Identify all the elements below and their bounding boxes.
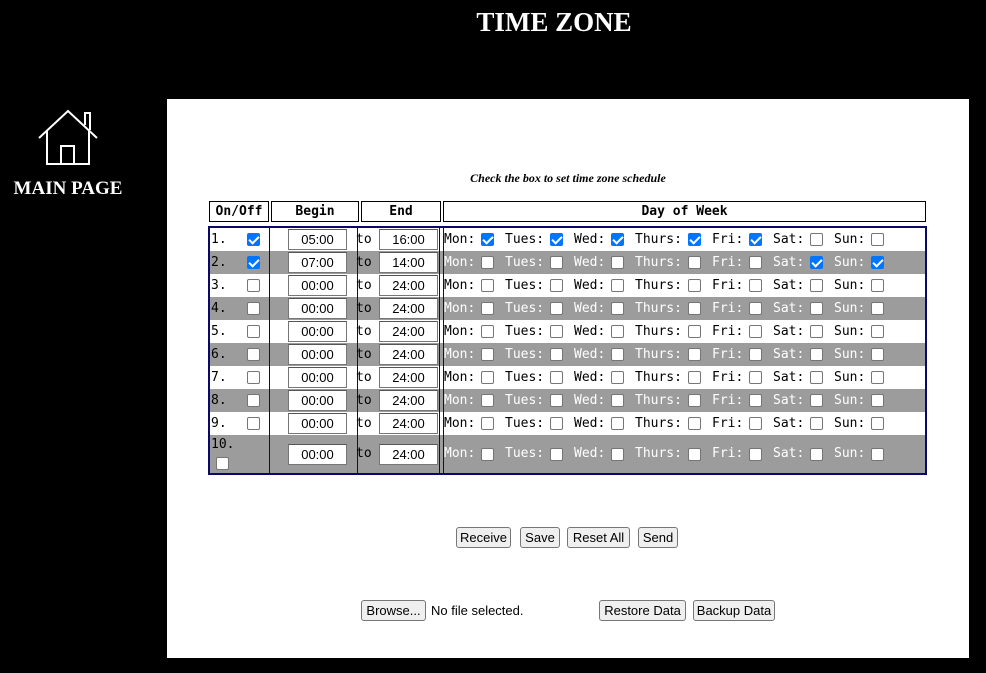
day-checkbox[interactable] <box>611 448 624 461</box>
schedule-row <box>210 297 925 320</box>
day-label: Fri: <box>712 301 744 316</box>
to-label: to <box>356 255 372 270</box>
day-label: Thurs: <box>635 370 682 385</box>
to-label: to <box>356 370 372 385</box>
day-checkbox[interactable] <box>550 417 563 430</box>
day-checkbox[interactable] <box>749 448 762 461</box>
instructions-text: Check the box to set time zone schedule <box>470 171 666 185</box>
day-checkbox[interactable] <box>749 256 762 269</box>
row-number: 8. <box>211 393 227 408</box>
end-time-input[interactable]: 24:00 <box>379 413 438 434</box>
content-panel <box>167 99 969 658</box>
column-divider <box>439 343 440 366</box>
column-divider <box>269 274 270 297</box>
day-checkbox[interactable] <box>810 417 823 430</box>
begin-time-input[interactable]: 00:00 <box>288 444 347 465</box>
day-label: Thurs: <box>635 255 682 270</box>
day-checkbox[interactable] <box>871 279 884 292</box>
end-time-input[interactable]: 24:00 <box>379 321 438 342</box>
day-label: Fri: <box>712 324 744 339</box>
day-checkbox[interactable] <box>611 325 624 338</box>
day-checkbox[interactable] <box>550 371 563 384</box>
day-checkbox[interactable] <box>810 371 823 384</box>
schedule-row <box>210 251 925 274</box>
to-label: to <box>356 347 372 362</box>
day-checkbox[interactable] <box>810 302 823 315</box>
day-label: Wed: <box>574 370 606 385</box>
day-label: Wed: <box>574 278 606 293</box>
day-label: Mon: <box>444 393 476 408</box>
day-label: Sun: <box>834 416 866 431</box>
day-checkbox[interactable] <box>810 394 823 407</box>
day-label: Mon: <box>444 255 476 270</box>
page-title: TIME ZONE <box>476 7 632 37</box>
schedule-row <box>210 320 925 343</box>
row-on-off-checkbox[interactable] <box>247 302 260 315</box>
day-checkbox[interactable] <box>550 325 563 338</box>
day-label: Fri: <box>712 370 744 385</box>
day-checkbox[interactable] <box>550 302 563 315</box>
day-checkbox[interactable] <box>550 448 563 461</box>
day-checkbox[interactable] <box>550 348 563 361</box>
send-button[interactable]: Send <box>638 527 678 548</box>
day-checkbox[interactable] <box>611 417 624 430</box>
day-checkbox[interactable] <box>481 348 494 361</box>
day-checkbox[interactable] <box>871 256 884 269</box>
day-checkbox[interactable] <box>611 256 624 269</box>
day-label: Sat: <box>773 232 805 247</box>
day-checkbox[interactable] <box>611 394 624 407</box>
day-label: Tues: <box>505 347 545 362</box>
column-divider <box>439 412 440 435</box>
day-checkbox[interactable] <box>688 417 701 430</box>
day-checkbox[interactable] <box>749 325 762 338</box>
day-checkbox[interactable] <box>871 371 884 384</box>
column-divider <box>269 228 270 251</box>
day-checkbox[interactable] <box>611 279 624 292</box>
day-checkbox[interactable] <box>871 417 884 430</box>
day-label: Wed: <box>574 232 606 247</box>
column-divider <box>439 228 440 251</box>
day-label: Sun: <box>834 347 866 362</box>
day-label: Tues: <box>505 255 545 270</box>
to-label: to <box>356 393 372 408</box>
day-label: Mon: <box>444 301 476 316</box>
day-checkbox[interactable] <box>611 302 624 315</box>
to-label: to <box>356 324 372 339</box>
reset-all-button[interactable]: Reset All <box>567 527 630 548</box>
row-number: 4. <box>211 301 227 316</box>
day-checkbox[interactable] <box>481 394 494 407</box>
day-label: Sat: <box>773 255 805 270</box>
schedule-row <box>210 228 925 251</box>
row-on-off-checkbox[interactable] <box>247 256 260 269</box>
day-label: Mon: <box>444 416 476 431</box>
to-label: to <box>356 301 372 316</box>
main-page-link[interactable] <box>8 108 128 200</box>
day-label: Fri: <box>712 232 744 247</box>
column-divider <box>269 320 270 343</box>
day-checkbox[interactable] <box>481 371 494 384</box>
day-label: Sun: <box>834 446 866 461</box>
day-label: Tues: <box>505 416 545 431</box>
day-checkbox[interactable] <box>871 325 884 338</box>
end-time-input[interactable]: 24:00 <box>379 344 438 365</box>
day-checkbox[interactable] <box>749 394 762 407</box>
day-label: Sun: <box>834 301 866 316</box>
day-label: Sat: <box>773 278 805 293</box>
day-checkbox[interactable] <box>481 233 494 246</box>
restore-data-button[interactable]: Restore Data <box>599 600 686 621</box>
row-number: 3. <box>211 278 227 293</box>
day-checkbox[interactable] <box>481 417 494 430</box>
row-number: 5. <box>211 324 227 339</box>
day-label: Sun: <box>834 232 866 247</box>
begin-time-input[interactable]: 00:00 <box>288 413 347 434</box>
header-end: End <box>361 201 441 222</box>
begin-time-input[interactable]: 05:00 <box>288 229 347 250</box>
day-label: Sat: <box>773 370 805 385</box>
receive-button[interactable]: Receive <box>456 527 511 548</box>
day-label: Tues: <box>505 232 545 247</box>
day-checkbox[interactable] <box>871 348 884 361</box>
day-label: Wed: <box>574 255 606 270</box>
day-checkbox[interactable] <box>481 256 494 269</box>
end-time-input[interactable]: 24:00 <box>379 275 438 296</box>
day-checkbox[interactable] <box>810 256 823 269</box>
day-checkbox[interactable] <box>688 233 701 246</box>
day-checkbox[interactable] <box>611 371 624 384</box>
end-time-input[interactable]: 24:00 <box>379 444 438 465</box>
day-label: Sat: <box>773 446 805 461</box>
column-divider <box>269 435 270 473</box>
day-checkbox[interactable] <box>550 279 563 292</box>
row-on-off-checkbox[interactable] <box>247 233 260 246</box>
day-label: Fri: <box>712 347 744 362</box>
row-number: 2. <box>211 255 227 270</box>
to-label: to <box>356 416 372 431</box>
row-on-off-checkbox[interactable] <box>247 279 260 292</box>
backup-data-button[interactable]: Backup Data <box>693 600 775 621</box>
day-label: Tues: <box>505 393 545 408</box>
day-label: Thurs: <box>635 416 682 431</box>
column-divider <box>269 297 270 320</box>
begin-time-input[interactable]: 00:00 <box>288 344 347 365</box>
row-number: 9. <box>211 416 227 431</box>
day-checkbox[interactable] <box>749 417 762 430</box>
day-label: Mon: <box>444 232 476 247</box>
day-label: Thurs: <box>635 446 682 461</box>
row-number: 7. <box>211 370 227 385</box>
column-divider <box>269 251 270 274</box>
day-label: Fri: <box>712 278 744 293</box>
day-checkbox[interactable] <box>749 348 762 361</box>
end-time-input[interactable]: 16:00 <box>379 229 438 250</box>
schedule-row <box>210 389 925 412</box>
day-checkbox[interactable] <box>481 302 494 315</box>
day-label: Thurs: <box>635 324 682 339</box>
day-label: Sat: <box>773 347 805 362</box>
day-label: Sun: <box>834 255 866 270</box>
row-number: 1. <box>211 232 227 247</box>
column-divider <box>439 320 440 343</box>
column-divider <box>269 412 270 435</box>
house-icon <box>37 108 99 166</box>
day-checkbox[interactable] <box>481 325 494 338</box>
day-label: Fri: <box>712 393 744 408</box>
end-time-input[interactable]: 24:00 <box>379 390 438 411</box>
day-label: Tues: <box>505 446 545 461</box>
row-number: 6. <box>211 347 227 362</box>
column-divider <box>439 274 440 297</box>
browse-button[interactable]: Browse... <box>361 600 426 621</box>
day-label: Sat: <box>773 324 805 339</box>
save-button[interactable]: Save <box>520 527 560 548</box>
column-divider <box>439 435 440 473</box>
column-divider <box>439 251 440 274</box>
day-checkbox[interactable] <box>688 256 701 269</box>
day-label: Mon: <box>444 347 476 362</box>
day-checkbox[interactable] <box>481 448 494 461</box>
day-checkbox[interactable] <box>810 279 823 292</box>
column-divider <box>439 297 440 320</box>
header-day-of-week: Day of Week <box>443 201 926 222</box>
day-label: Sat: <box>773 416 805 431</box>
day-checkbox[interactable] <box>688 394 701 407</box>
day-label: Sat: <box>773 393 805 408</box>
day-checkbox[interactable] <box>688 325 701 338</box>
begin-time-input[interactable]: 00:00 <box>288 367 347 388</box>
header-begin: Begin <box>271 201 359 222</box>
begin-time-input[interactable]: 00:00 <box>288 321 347 342</box>
schedule-row <box>210 435 925 473</box>
day-label: Sun: <box>834 393 866 408</box>
day-checkbox[interactable] <box>871 302 884 315</box>
row-on-off-checkbox[interactable] <box>247 371 260 384</box>
day-label: Thurs: <box>635 301 682 316</box>
end-time-input[interactable]: 14:00 <box>379 252 438 273</box>
day-checkbox[interactable] <box>688 302 701 315</box>
day-checkbox[interactable] <box>688 448 701 461</box>
row-on-off-checkbox[interactable] <box>247 394 260 407</box>
day-checkbox[interactable] <box>749 302 762 315</box>
day-checkbox[interactable] <box>871 394 884 407</box>
day-label: Tues: <box>505 301 545 316</box>
day-checkbox[interactable] <box>688 348 701 361</box>
day-checkbox[interactable] <box>550 233 563 246</box>
column-divider <box>269 389 270 412</box>
main-page-label: MAIN PAGE <box>13 178 123 199</box>
day-label: Fri: <box>712 255 744 270</box>
day-label: Sun: <box>834 370 866 385</box>
to-label: to <box>356 278 372 293</box>
end-time-input[interactable]: 24:00 <box>379 367 438 388</box>
begin-time-input[interactable]: 00:00 <box>288 275 347 296</box>
day-label: Wed: <box>574 324 606 339</box>
column-divider <box>269 366 270 389</box>
to-label: to <box>356 446 372 461</box>
day-label: Wed: <box>574 416 606 431</box>
day-label: Tues: <box>505 324 545 339</box>
column-divider <box>439 366 440 389</box>
row-on-off-checkbox[interactable] <box>247 325 260 338</box>
column-divider <box>439 389 440 412</box>
row-on-off-checkbox[interactable] <box>247 348 260 361</box>
day-checkbox[interactable] <box>810 325 823 338</box>
day-checkbox[interactable] <box>810 233 823 246</box>
day-checkbox[interactable] <box>481 279 494 292</box>
column-divider <box>269 343 270 366</box>
day-checkbox[interactable] <box>749 279 762 292</box>
day-checkbox[interactable] <box>749 233 762 246</box>
day-label: Fri: <box>712 446 744 461</box>
day-label: Thurs: <box>635 347 682 362</box>
schedule-row <box>210 366 925 389</box>
day-label: Wed: <box>574 347 606 362</box>
schedule-row <box>210 274 925 297</box>
day-label: Fri: <box>712 416 744 431</box>
day-label: Mon: <box>444 324 476 339</box>
day-label: Wed: <box>574 446 606 461</box>
day-checkbox[interactable] <box>810 348 823 361</box>
day-label: Thurs: <box>635 278 682 293</box>
day-checkbox[interactable] <box>871 448 884 461</box>
day-label: Tues: <box>505 278 545 293</box>
day-label: Thurs: <box>635 232 682 247</box>
day-checkbox[interactable] <box>688 371 701 384</box>
day-label: Mon: <box>444 446 476 461</box>
row-on-off-checkbox[interactable] <box>247 417 260 430</box>
day-label: Mon: <box>444 370 476 385</box>
begin-time-input[interactable]: 00:00 <box>288 298 347 319</box>
begin-time-input[interactable]: 07:00 <box>288 252 347 273</box>
day-checkbox[interactable] <box>550 394 563 407</box>
end-time-input[interactable]: 24:00 <box>379 298 438 319</box>
schedule-table <box>208 226 927 475</box>
header-on-off: On/Off <box>209 201 269 222</box>
begin-time-input[interactable]: 00:00 <box>288 390 347 411</box>
schedule-row <box>210 343 925 366</box>
day-label: Mon: <box>444 278 476 293</box>
file-status-text: No file selected. <box>431 603 524 618</box>
day-checkbox[interactable] <box>611 233 624 246</box>
day-label: Sun: <box>834 278 866 293</box>
day-checkbox[interactable] <box>688 279 701 292</box>
day-checkbox[interactable] <box>611 348 624 361</box>
day-label: Tues: <box>505 370 545 385</box>
schedule-row <box>210 412 925 435</box>
day-label: Sat: <box>773 301 805 316</box>
day-label: Thurs: <box>635 393 682 408</box>
day-label: Wed: <box>574 301 606 316</box>
day-checkbox[interactable] <box>550 256 563 269</box>
to-label: to <box>356 232 372 247</box>
day-checkbox[interactable] <box>810 448 823 461</box>
day-label: Sun: <box>834 324 866 339</box>
day-checkbox[interactable] <box>749 371 762 384</box>
day-checkbox[interactable] <box>871 233 884 246</box>
row-on-off-checkbox[interactable] <box>216 457 229 470</box>
row-number: 10. <box>211 437 235 452</box>
day-label: Wed: <box>574 393 606 408</box>
